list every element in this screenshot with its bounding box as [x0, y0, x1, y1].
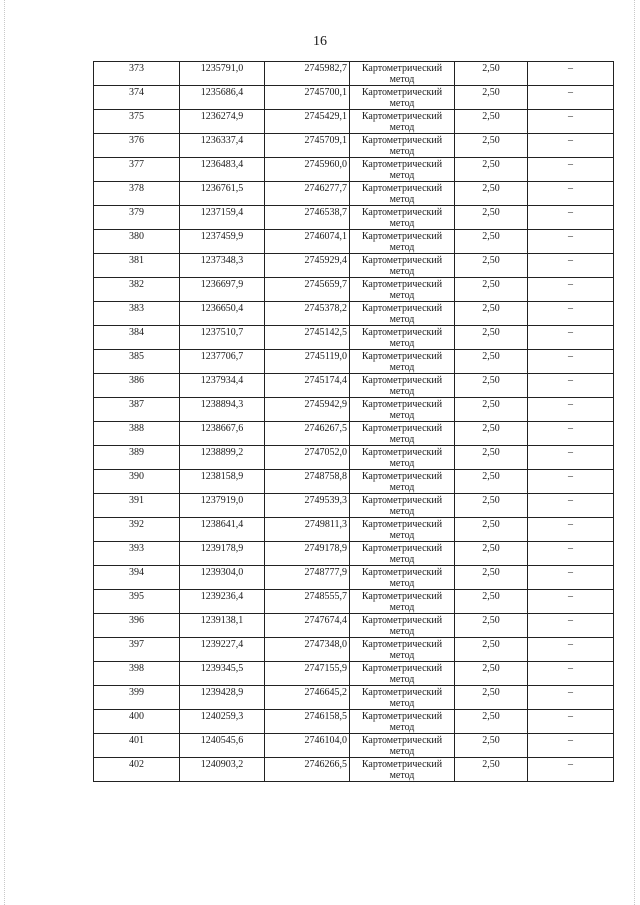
method-cell: Картометрический метод: [350, 470, 455, 494]
accuracy-cell: 2,50: [455, 302, 528, 326]
x-coordinate-cell: 1237459,9: [180, 230, 265, 254]
note-cell: –: [528, 62, 614, 86]
y-coordinate-cell: 2745960,0: [265, 158, 350, 182]
table-row: [94, 374, 614, 398]
y-coordinate-cell: 2749178,9: [265, 542, 350, 566]
y-coordinate-cell: 2746267,5: [265, 422, 350, 446]
accuracy-cell: 2,50: [455, 518, 528, 542]
point-number-cell: 377: [94, 158, 180, 182]
method-cell: Картометрический метод: [350, 494, 455, 518]
accuracy-cell: 2,50: [455, 326, 528, 350]
accuracy-cell: 2,50: [455, 206, 528, 230]
table-row: [94, 470, 614, 494]
note-cell: –: [528, 302, 614, 326]
point-number-cell: 390: [94, 470, 180, 494]
y-coordinate-cell: 2746645,2: [265, 686, 350, 710]
table-row: [94, 566, 614, 590]
table-row: [94, 254, 614, 278]
method-cell: Картометрический метод: [350, 590, 455, 614]
x-coordinate-cell: 1238894,3: [180, 398, 265, 422]
note-cell: –: [528, 374, 614, 398]
y-coordinate-cell: 2746538,7: [265, 206, 350, 230]
note-cell: –: [528, 350, 614, 374]
x-coordinate-cell: 1237159,4: [180, 206, 265, 230]
method-cell: Картометрический метод: [350, 542, 455, 566]
page-number: 16: [313, 34, 327, 49]
table-row: [94, 230, 614, 254]
x-coordinate-cell: 1236274,9: [180, 110, 265, 134]
method-cell: Картометрический метод: [350, 326, 455, 350]
table-row: [94, 758, 614, 782]
table-row: [94, 158, 614, 182]
table-row: [94, 710, 614, 734]
y-coordinate-cell: 2748555,7: [265, 590, 350, 614]
point-number-cell: 402: [94, 758, 180, 782]
y-coordinate-cell: 2745119,0: [265, 350, 350, 374]
y-coordinate-cell: 2745929,4: [265, 254, 350, 278]
y-coordinate-cell: 2747052,0: [265, 446, 350, 470]
note-cell: –: [528, 326, 614, 350]
y-coordinate-cell: 2748758,8: [265, 470, 350, 494]
table-row: [94, 278, 614, 302]
x-coordinate-cell: 1237934,4: [180, 374, 265, 398]
point-number-cell: 389: [94, 446, 180, 470]
coordinates-table: [93, 61, 614, 782]
method-cell: Картометрический метод: [350, 686, 455, 710]
y-coordinate-cell: 2747155,9: [265, 662, 350, 686]
accuracy-cell: 2,50: [455, 182, 528, 206]
accuracy-cell: 2,50: [455, 374, 528, 398]
note-cell: –: [528, 278, 614, 302]
note-cell: –: [528, 398, 614, 422]
y-coordinate-cell: 2747674,4: [265, 614, 350, 638]
table-row: [94, 662, 614, 686]
point-number-cell: 394: [94, 566, 180, 590]
method-cell: Картометрический метод: [350, 206, 455, 230]
point-number-cell: 392: [94, 518, 180, 542]
coordinates-table-body: [94, 62, 614, 782]
table-row: [94, 446, 614, 470]
x-coordinate-cell: 1237510,7: [180, 326, 265, 350]
table-row: [94, 422, 614, 446]
x-coordinate-cell: 1238641,4: [180, 518, 265, 542]
note-cell: –: [528, 494, 614, 518]
method-cell: Картометрический метод: [350, 518, 455, 542]
y-coordinate-cell: 2745709,1: [265, 134, 350, 158]
table-row: [94, 686, 614, 710]
accuracy-cell: 2,50: [455, 638, 528, 662]
note-cell: –: [528, 662, 614, 686]
method-cell: Картометрический метод: [350, 86, 455, 110]
x-coordinate-cell: 1239178,9: [180, 542, 265, 566]
note-cell: –: [528, 158, 614, 182]
point-number-cell: 380: [94, 230, 180, 254]
accuracy-cell: 2,50: [455, 398, 528, 422]
table-row: [94, 350, 614, 374]
accuracy-cell: 2,50: [455, 614, 528, 638]
y-coordinate-cell: 2747348,0: [265, 638, 350, 662]
note-cell: –: [528, 206, 614, 230]
y-coordinate-cell: 2745700,1: [265, 86, 350, 110]
y-coordinate-cell: 2746104,0: [265, 734, 350, 758]
method-cell: Картометрический метод: [350, 158, 455, 182]
x-coordinate-cell: 1240259,3: [180, 710, 265, 734]
point-number-cell: 376: [94, 134, 180, 158]
method-cell: Картометрический метод: [350, 254, 455, 278]
x-coordinate-cell: 1236761,5: [180, 182, 265, 206]
x-coordinate-cell: 1239236,4: [180, 590, 265, 614]
note-cell: –: [528, 518, 614, 542]
x-coordinate-cell: 1237348,3: [180, 254, 265, 278]
note-cell: –: [528, 230, 614, 254]
scan-edge-left: [4, 0, 6, 905]
accuracy-cell: 2,50: [455, 86, 528, 110]
point-number-cell: 399: [94, 686, 180, 710]
scan-edge-right: [634, 0, 636, 905]
x-coordinate-cell: 1237706,7: [180, 350, 265, 374]
point-number-cell: 378: [94, 182, 180, 206]
point-number-cell: 393: [94, 542, 180, 566]
point-number-cell: 375: [94, 110, 180, 134]
note-cell: –: [528, 758, 614, 782]
table-row: [94, 614, 614, 638]
note-cell: –: [528, 470, 614, 494]
method-cell: Картометрический метод: [350, 182, 455, 206]
method-cell: Картометрический метод: [350, 566, 455, 590]
table-row: [94, 638, 614, 662]
y-coordinate-cell: 2749539,3: [265, 494, 350, 518]
accuracy-cell: 2,50: [455, 62, 528, 86]
x-coordinate-cell: 1239227,4: [180, 638, 265, 662]
y-coordinate-cell: 2745982,7: [265, 62, 350, 86]
note-cell: –: [528, 182, 614, 206]
method-cell: Картометрический метод: [350, 350, 455, 374]
y-coordinate-cell: 2748777,9: [265, 566, 350, 590]
point-number-cell: 383: [94, 302, 180, 326]
y-coordinate-cell: 2745378,2: [265, 302, 350, 326]
accuracy-cell: 2,50: [455, 254, 528, 278]
y-coordinate-cell: 2749811,3: [265, 518, 350, 542]
x-coordinate-cell: 1238158,9: [180, 470, 265, 494]
method-cell: Картометрический метод: [350, 134, 455, 158]
y-coordinate-cell: 2745659,7: [265, 278, 350, 302]
x-coordinate-cell: 1237919,0: [180, 494, 265, 518]
method-cell: Картометрический метод: [350, 446, 455, 470]
accuracy-cell: 2,50: [455, 566, 528, 590]
method-cell: Картометрический метод: [350, 302, 455, 326]
point-number-cell: 391: [94, 494, 180, 518]
note-cell: –: [528, 734, 614, 758]
table-row: [94, 182, 614, 206]
accuracy-cell: 2,50: [455, 470, 528, 494]
table-row: [94, 542, 614, 566]
x-coordinate-cell: 1239428,9: [180, 686, 265, 710]
note-cell: –: [528, 422, 614, 446]
y-coordinate-cell: 2746074,1: [265, 230, 350, 254]
point-number-cell: 381: [94, 254, 180, 278]
accuracy-cell: 2,50: [455, 590, 528, 614]
point-number-cell: 382: [94, 278, 180, 302]
table-row: [94, 494, 614, 518]
x-coordinate-cell: 1235686,4: [180, 86, 265, 110]
note-cell: –: [528, 542, 614, 566]
accuracy-cell: 2,50: [455, 542, 528, 566]
note-cell: –: [528, 86, 614, 110]
note-cell: –: [528, 254, 614, 278]
x-coordinate-cell: 1236337,4: [180, 134, 265, 158]
y-coordinate-cell: 2745174,4: [265, 374, 350, 398]
point-number-cell: 373: [94, 62, 180, 86]
accuracy-cell: 2,50: [455, 734, 528, 758]
accuracy-cell: 2,50: [455, 446, 528, 470]
method-cell: Картометрический метод: [350, 278, 455, 302]
point-number-cell: 400: [94, 710, 180, 734]
x-coordinate-cell: 1235791,0: [180, 62, 265, 86]
point-number-cell: 374: [94, 86, 180, 110]
point-number-cell: 386: [94, 374, 180, 398]
point-number-cell: 395: [94, 590, 180, 614]
accuracy-cell: 2,50: [455, 134, 528, 158]
accuracy-cell: 2,50: [455, 422, 528, 446]
table-row: [94, 110, 614, 134]
x-coordinate-cell: 1236697,9: [180, 278, 265, 302]
method-cell: Картометрический метод: [350, 230, 455, 254]
point-number-cell: 385: [94, 350, 180, 374]
method-cell: Картометрический метод: [350, 62, 455, 86]
point-number-cell: 398: [94, 662, 180, 686]
note-cell: –: [528, 614, 614, 638]
accuracy-cell: 2,50: [455, 494, 528, 518]
y-coordinate-cell: 2746266,5: [265, 758, 350, 782]
accuracy-cell: 2,50: [455, 350, 528, 374]
method-cell: Картометрический метод: [350, 710, 455, 734]
accuracy-cell: 2,50: [455, 158, 528, 182]
x-coordinate-cell: 1238667,6: [180, 422, 265, 446]
x-coordinate-cell: 1240545,6: [180, 734, 265, 758]
accuracy-cell: 2,50: [455, 686, 528, 710]
x-coordinate-cell: 1239345,5: [180, 662, 265, 686]
y-coordinate-cell: 2745142,5: [265, 326, 350, 350]
accuracy-cell: 2,50: [455, 662, 528, 686]
accuracy-cell: 2,50: [455, 110, 528, 134]
method-cell: Картометрический метод: [350, 758, 455, 782]
point-number-cell: 401: [94, 734, 180, 758]
method-cell: Картометрический метод: [350, 422, 455, 446]
note-cell: –: [528, 446, 614, 470]
table-row: [94, 518, 614, 542]
table-row: [94, 134, 614, 158]
x-coordinate-cell: 1239138,1: [180, 614, 265, 638]
accuracy-cell: 2,50: [455, 758, 528, 782]
method-cell: Картометрический метод: [350, 662, 455, 686]
accuracy-cell: 2,50: [455, 710, 528, 734]
accuracy-cell: 2,50: [455, 230, 528, 254]
x-coordinate-cell: 1236483,4: [180, 158, 265, 182]
table-row: [94, 326, 614, 350]
point-number-cell: 388: [94, 422, 180, 446]
x-coordinate-cell: 1236650,4: [180, 302, 265, 326]
point-number-cell: 396: [94, 614, 180, 638]
x-coordinate-cell: 1239304,0: [180, 566, 265, 590]
method-cell: Картометрический метод: [350, 398, 455, 422]
note-cell: –: [528, 638, 614, 662]
note-cell: –: [528, 110, 614, 134]
accuracy-cell: 2,50: [455, 278, 528, 302]
y-coordinate-cell: 2745429,1: [265, 110, 350, 134]
method-cell: Картометрический метод: [350, 614, 455, 638]
table-row: [94, 206, 614, 230]
note-cell: –: [528, 134, 614, 158]
x-coordinate-cell: 1238899,2: [180, 446, 265, 470]
note-cell: –: [528, 686, 614, 710]
table-row: [94, 302, 614, 326]
table-row: [94, 398, 614, 422]
note-cell: –: [528, 710, 614, 734]
note-cell: –: [528, 566, 614, 590]
point-number-cell: 384: [94, 326, 180, 350]
table-row: [94, 86, 614, 110]
method-cell: Картометрический метод: [350, 734, 455, 758]
table-row: [94, 62, 614, 86]
x-coordinate-cell: 1240903,2: [180, 758, 265, 782]
method-cell: Картометрический метод: [350, 374, 455, 398]
point-number-cell: 397: [94, 638, 180, 662]
y-coordinate-cell: 2746158,5: [265, 710, 350, 734]
method-cell: Картометрический метод: [350, 638, 455, 662]
table-row: [94, 734, 614, 758]
note-cell: –: [528, 590, 614, 614]
y-coordinate-cell: 2746277,7: [265, 182, 350, 206]
method-cell: Картометрический метод: [350, 110, 455, 134]
table-row: [94, 590, 614, 614]
point-number-cell: 387: [94, 398, 180, 422]
y-coordinate-cell: 2745942,9: [265, 398, 350, 422]
point-number-cell: 379: [94, 206, 180, 230]
